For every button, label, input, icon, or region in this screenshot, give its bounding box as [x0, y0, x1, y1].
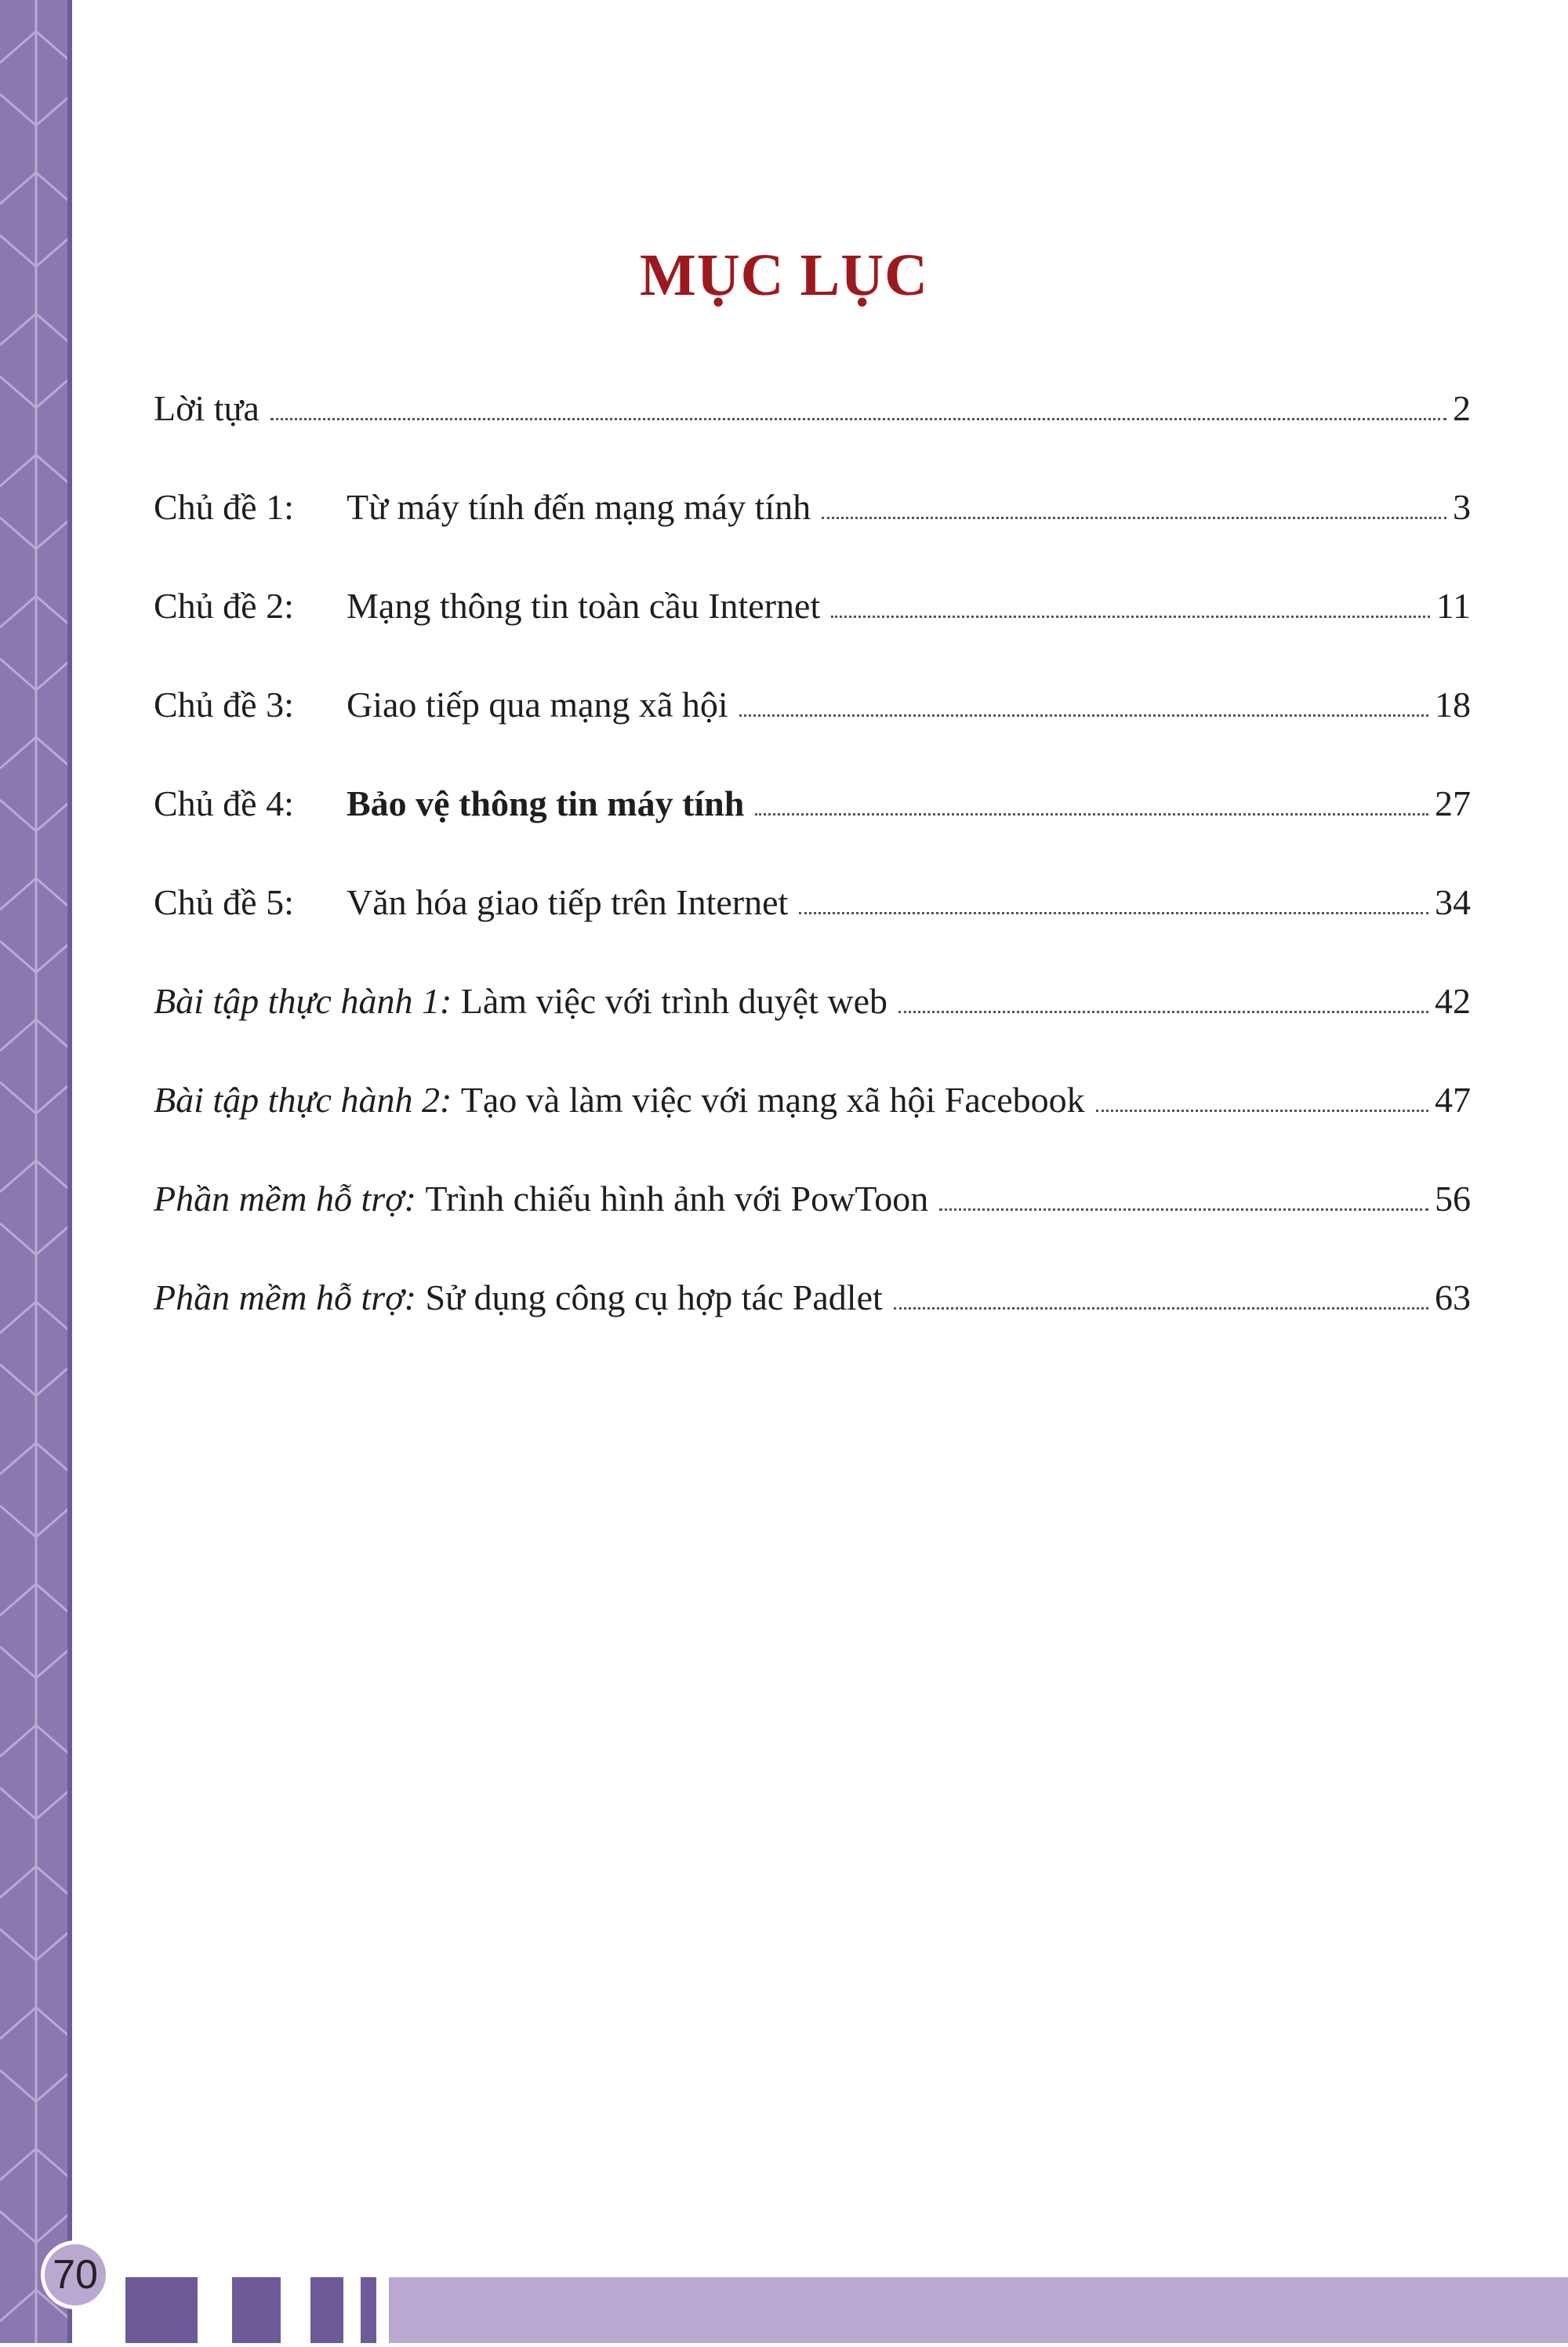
dot-leader — [755, 813, 1428, 816]
decorative-bottom-bar — [0, 2258, 1568, 2343]
toc-entry[interactable] — [154, 1055, 1471, 1118]
toc-entry-label: Chủ đề 2: — [154, 586, 294, 626]
page-title: MỤC LỤC — [640, 242, 928, 308]
toc-entry-label: Chủ đề 3: — [154, 685, 294, 725]
toc-entry-title: Giao tiếp qua mạng xã hội — [347, 685, 728, 725]
geometric-pattern-icon — [0, 0, 72, 2343]
toc-entry-page: 3 — [1453, 487, 1471, 527]
toc-entry-title: Bảo vệ thông tin máy tính — [347, 783, 745, 823]
toc-entry-page: 42 — [1435, 981, 1471, 1021]
toc-entry[interactable] — [154, 1154, 1471, 1217]
decorative-sidebar — [0, 0, 72, 2343]
dot-leader — [939, 1208, 1428, 1211]
toc-entry[interactable] — [154, 759, 1471, 822]
toc-entry-label: Bài tập thực hành 2: — [154, 1080, 452, 1120]
toc-entry-title: Văn hóa giao tiếp trên Internet — [347, 882, 789, 922]
toc-entry-page: 18 — [1435, 685, 1471, 725]
toc-entry-page: 27 — [1435, 783, 1471, 823]
toc-entry-title: Sử dụng công cụ hợp tác Padlet — [425, 1277, 883, 1317]
page-number-badge: 70 — [41, 2240, 110, 2309]
dot-leader — [822, 517, 1446, 519]
toc-entry[interactable] — [154, 957, 1471, 1019]
toc-entry-page: 2 — [1453, 388, 1471, 428]
toc-entry-page: 47 — [1435, 1080, 1471, 1120]
toc-entry-page: 34 — [1435, 882, 1471, 922]
toc-entry[interactable] — [154, 561, 1471, 624]
dot-leader — [831, 616, 1429, 618]
toc-entry[interactable] — [154, 858, 1471, 921]
dot-leader — [799, 912, 1428, 914]
dot-leader — [898, 1011, 1428, 1013]
toc-entry-label: Chủ đề 5: — [154, 882, 294, 922]
toc-entry-page: 11 — [1436, 586, 1471, 626]
toc-entry[interactable] — [154, 463, 1471, 525]
toc-entry-label: Chủ đề 1: — [154, 487, 294, 527]
toc-entry-title: Trình chiếu hình ảnh với PowToon — [425, 1179, 929, 1219]
toc-entry-title: Lời tựa — [154, 388, 260, 428]
toc-entry-title: Từ máy tính đến mạng máy tính — [347, 487, 811, 527]
stripe-pattern-icon — [0, 2258, 1568, 2343]
toc-entry-title: Tạo và làm việc với mạng xã hội Facebook — [460, 1080, 1085, 1120]
toc-entry-page: 63 — [1435, 1277, 1471, 1317]
toc-entry-label: Chủ đề 4: — [154, 783, 294, 823]
toc-entry-label: Bài tập thực hành 1: — [154, 981, 452, 1021]
toc-entry-page: 56 — [1435, 1179, 1471, 1219]
toc-entry[interactable] — [154, 1253, 1471, 1316]
toc-entry-title: Làm việc với trình duyệt web — [460, 981, 887, 1021]
toc-entry-title: Mạng thông tin toàn cầu Internet — [347, 586, 821, 626]
dot-leader — [894, 1307, 1428, 1310]
toc-entry-label: Phần mềm hỗ trợ: — [154, 1179, 417, 1219]
toc-entry[interactable] — [154, 364, 1471, 427]
toc-entry-label: Phần mềm hỗ trợ: — [154, 1277, 417, 1317]
dot-leader — [739, 714, 1428, 717]
dot-leader — [270, 418, 1446, 420]
toc-entry[interactable] — [154, 660, 1471, 723]
dot-leader — [1096, 1110, 1428, 1112]
